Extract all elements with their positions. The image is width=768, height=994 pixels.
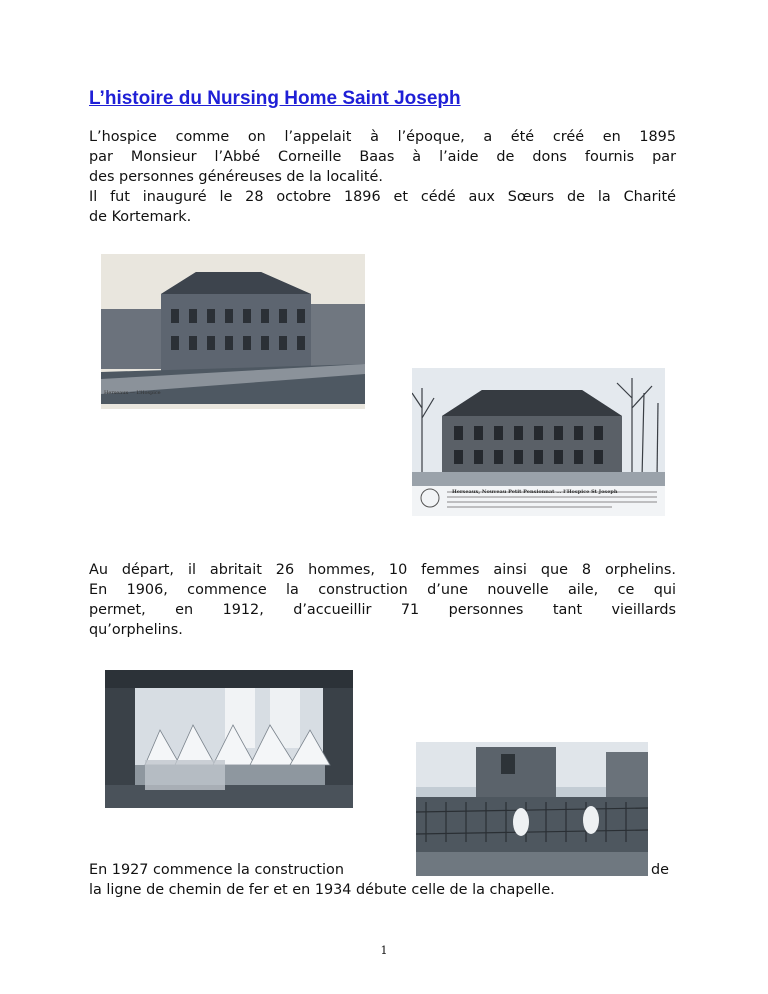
text-line: Il fut inauguré le 28 octobre 1896 et cédé aux Sœurs de la Charité [89, 189, 676, 205]
dormitory-photo [105, 670, 353, 808]
text-line: la ligne de chemin de fer et en 1934 débute celle de la chapelle. [89, 882, 555, 898]
second-paragraph [89, 560, 676, 640]
garden-fence-photo [416, 742, 648, 876]
postcard-caption: Herseaux, Nouveau Petit Pensionnat ... l’Hospice St Joseph [452, 489, 618, 495]
text-line: En 1927 commence la construction [89, 862, 344, 878]
page-title[interactable]: L’histoire du Nursing Home Saint Joseph [89, 88, 461, 109]
text-line: de Kortemark. [89, 209, 192, 225]
text-line: de [651, 862, 669, 878]
text-line: des personnes généreuses de la localité. [89, 169, 383, 185]
hospice-postcard-photo [101, 254, 365, 409]
page-number: 1 [380, 944, 388, 957]
intro-paragraph [89, 127, 676, 227]
text-line: par Monsieur l’Abbé Corneille Baas à l’aide de dons fournis par [89, 149, 676, 165]
text-line: permet, en 1912, d’accueillir 71 personnes tant vieillards [89, 602, 676, 618]
text-line: En 1906, commence la construction d’une nouvelle aile, ce qui [89, 582, 676, 598]
text-line: Au départ, il abritait 26 hommes, 10 femmes ainsi que 8 orphelins. [89, 562, 676, 578]
text-line: L’hospice comme on l’appelait à l’époque, a été créé en 1895 [89, 129, 676, 145]
text-line: qu’orphelins. [89, 622, 183, 638]
postcard-caption: Herseaux — L’Hospice [104, 390, 161, 396]
